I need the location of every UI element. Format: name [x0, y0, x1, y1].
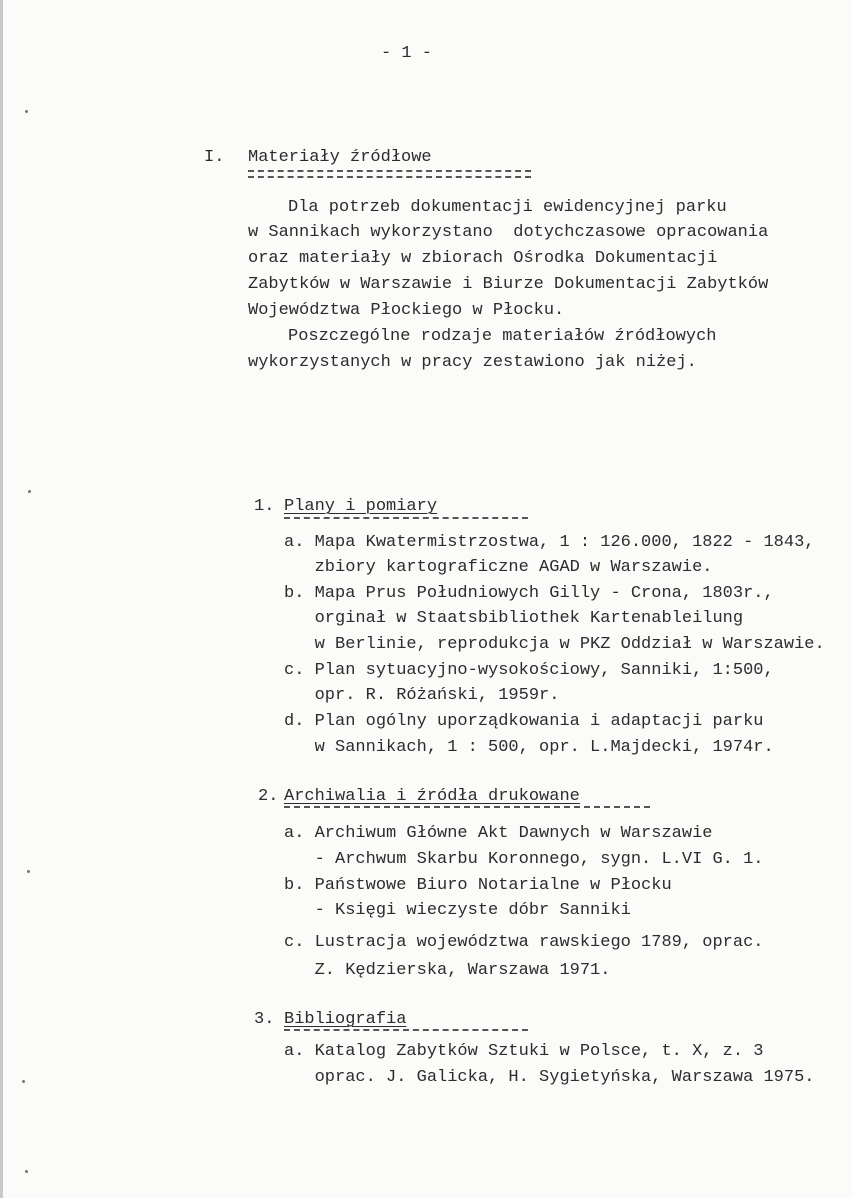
intro-line: oraz materiały w zbiorach Ośrodka Dokumentacji — [248, 249, 718, 268]
source-item: oprac. J. Galicka, H. Sygietyńska, Warszawa 1975. — [284, 1068, 815, 1087]
section-numeral: I. — [204, 148, 225, 167]
subsection-3-dashed-underline — [284, 1029, 528, 1031]
source-item: Z. Kędzierska, Warszawa 1971. — [284, 961, 611, 980]
source-item: zbiory kartograficzne AGAD w Warszawie. — [284, 558, 713, 577]
source-item: c. Plan sytuacyjno-wysokościowy, Sanniki, 1:500, — [284, 661, 774, 680]
source-item: c. Lustracja województwa rawskiego 1789, oprac. — [284, 933, 764, 952]
source-item: a. Archiwum Główne Akt Dawnych w Warszawie — [284, 824, 713, 843]
source-item: b. Państwowe Biuro Notarialne w Płocku — [284, 876, 672, 895]
subsection-2-number: 2. — [258, 787, 279, 806]
scan-speck — [25, 1170, 28, 1173]
subsection-1-number: 1. — [254, 497, 275, 516]
source-item: w Sannikach, 1 : 500, opr. L.Majdecki, 1974r. — [284, 738, 774, 757]
section-title-double-underline — [248, 170, 531, 178]
subsection-2-dashed-underline — [284, 806, 650, 808]
subsection-1-dashed-underline — [284, 517, 528, 519]
source-item: a. Mapa Kwatermistrzostwa, 1 : 126.000, 1822 - 1843, — [284, 533, 815, 552]
page-number: - 1 - — [381, 44, 433, 63]
section-title: Materiały źródłowe — [248, 148, 432, 167]
scan-speck — [27, 870, 30, 873]
source-item: w Berlinie, reprodukcja w PKZ Oddział w Warszawie. — [284, 635, 825, 654]
scan-speck — [22, 1080, 25, 1083]
subsection-1-title: Plany i pomiary — [284, 497, 438, 516]
page-edge-shadow — [0, 0, 3, 1198]
intro-line: Zabytków w Warszawie i Biurze Dokumentacji Zabytków — [248, 275, 769, 294]
source-item: - Archwum Skarbu Koronnego, sygn. L.VI G. 1. — [284, 850, 764, 869]
subsection-3-number: 3. — [254, 1010, 275, 1029]
intro-line: wykorzystanych w pracy zestawiono jak niżej. — [248, 353, 697, 372]
intro-line: Dla potrzeb dokumentacji ewidencyjnej parku — [288, 198, 727, 217]
intro-line: Poszczególne rodzaje materiałów źródłowych — [288, 327, 717, 346]
source-item: a. Katalog Zabytków Sztuki w Polsce, t. X, z. 3 — [284, 1042, 764, 1061]
source-item: orginał w Staatsbibliothek Kartenableilung — [284, 609, 744, 628]
subsection-3-title: Bibliografia — [284, 1010, 407, 1029]
source-item: - Księgi wieczyste dóbr Sanniki — [284, 901, 631, 920]
source-item: opr. R. Różański, 1959r. — [284, 686, 560, 705]
subsection-2-title: Archiwalia i źródła drukowane — [284, 787, 580, 806]
source-item: d. Plan ogólny uporządkowania i adaptacji parku — [284, 712, 764, 731]
source-item: b. Mapa Prus Południowych Gilly - Crona, 1803r., — [284, 584, 774, 603]
scan-speck — [25, 110, 28, 113]
intro-line: Województwa Płockiego w Płocku. — [248, 301, 565, 320]
intro-line: w Sannikach wykorzystano dotychczasowe opracowania — [248, 223, 769, 242]
scan-speck — [28, 490, 31, 493]
